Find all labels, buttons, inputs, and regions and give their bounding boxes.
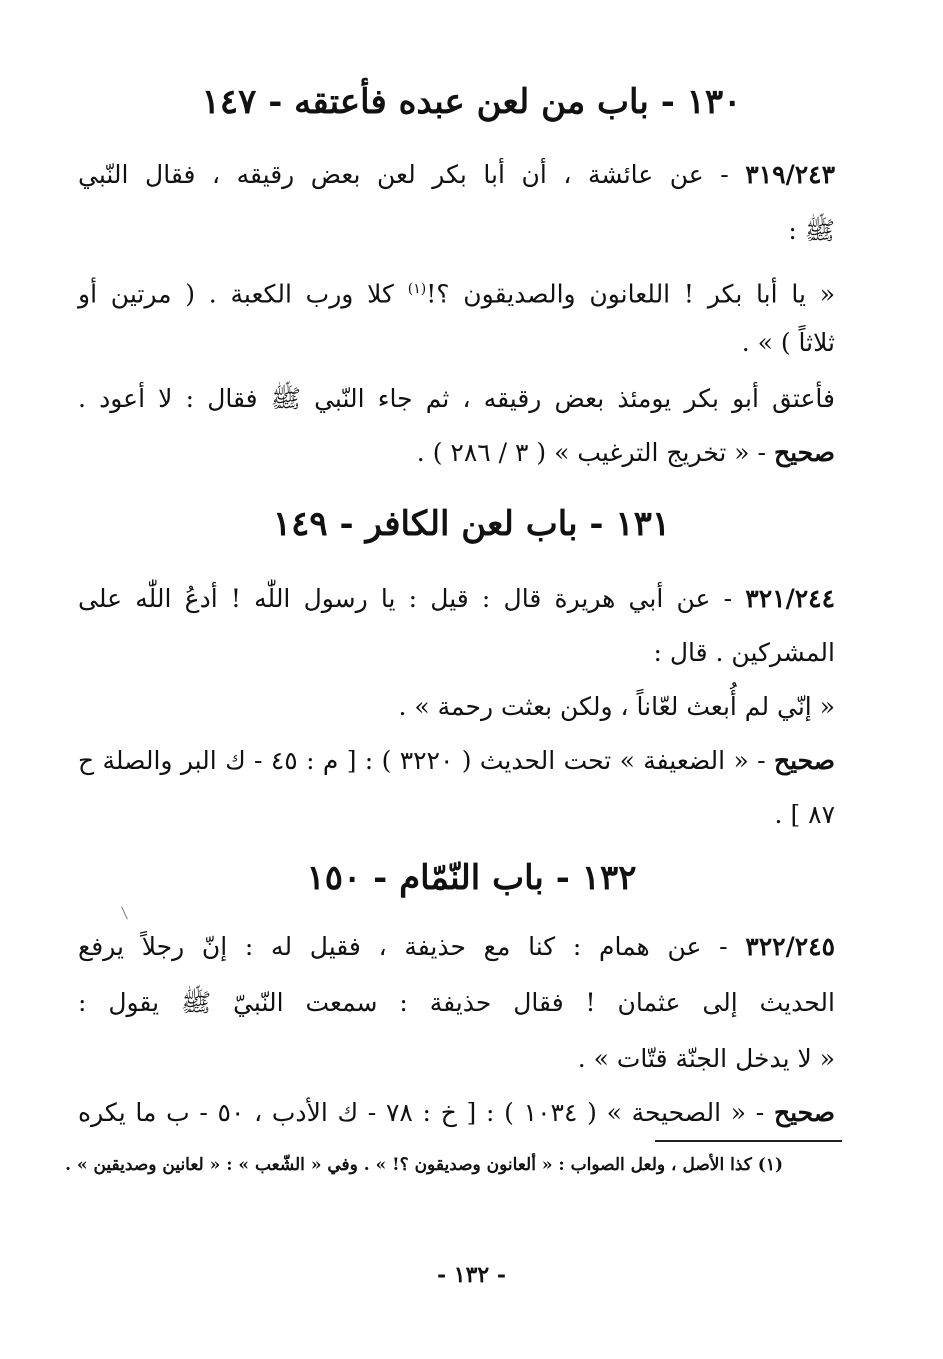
quote-text: « يا أبا بكر ! اللعانون والصديقون ؟! (426, 279, 835, 309)
hadith-number: ٣٢٢/٢٤٥ (745, 932, 835, 961)
hadith-text: - عن همام : كنا مع حذيفة ، فقيل له : إنّ رجلاً يرفع (78, 932, 728, 961)
grade-source: - « الضعيفة » تحت الحديث ( ٣٢٢٠ ) : [ م : ٤٥ - ك البر والصلة ح (78, 746, 766, 775)
hadith-243-grade (78, 436, 835, 470)
grade-source: - « تخريج الترغيب » ( ٣ / ٢٨٦ ) . (416, 438, 766, 467)
hadith-text: - عن عائشة ، أن أبا بكر لعن بعض رقيقه ، فقال النّبي (78, 160, 729, 189)
hadith-244-line-2: المشركين . قال : (653, 638, 835, 667)
chapter-heading-131: ١٣١ - باب لعن الكافر - ١٤٩ (272, 504, 671, 544)
hadith-245-grade (78, 1096, 835, 1130)
grade-source: - « الصحيحة » ( ١٠٣٤ ) : [ خ : ٧٨ - ك الأدب ، ٥٠ - ب ما يكره (78, 1098, 765, 1127)
scan-mark (121, 906, 128, 919)
hadith-243-quote-line-2: ثلاثاً ) » . (741, 328, 835, 357)
footnote-reference[interactable]: (١) (407, 281, 427, 297)
hadith-number: ٣٢١/٢٤٤ (745, 584, 835, 613)
hadith-244-line-1 (78, 582, 835, 616)
page-number: - ١٣٢ - (436, 1262, 507, 1288)
hadith-245-line-2: الحديث إلى عثمان ! فقال حذيفة : سمعت النّبيّ ﷺ يقول : (78, 988, 835, 1017)
hadith-number: ٣١٩/٢٤٣ (745, 160, 835, 189)
grade-label: صحيح (773, 746, 835, 775)
quote-text: كلا ورب الكعبة . ( مرتين أو (78, 279, 394, 309)
hadith-243-quote-line-1 (78, 272, 835, 311)
grade-label: صحيح (773, 438, 835, 467)
hadith-243-line-2: ﷺ : (788, 216, 835, 245)
grade-label: صحيح (773, 1098, 836, 1127)
hadith-243-line-1 (78, 158, 835, 192)
hadith-245-quote: « لا يدخل الجنّة قتّات » . (577, 1044, 835, 1073)
hadith-text: - عن أبي هريرة قال : قيل : يا رسول اللّٰه ! أدعُ اللّٰه على (78, 584, 733, 613)
hadith-244-quote: « إنّي لم أُبعث لعّاناً ، ولكن بعثت رحمة » . (398, 692, 835, 721)
footnote: (١) كذا الأصل ، ولعل الصواب : « ألعانون وصديقون ؟! » . وفي « الشّعب » : « لعانين وصديقين » . (65, 1155, 783, 1175)
hadith-245-line-1 (78, 930, 835, 964)
hadith-244-grade-cont: ٨٧ ] . (774, 800, 835, 829)
hadith-244-grade (78, 744, 835, 778)
chapter-heading-132: ١٣٢ - باب النّمّام - ١٥٠ (306, 858, 637, 898)
footnote-separator (655, 1140, 842, 1142)
hadith-243-narrative: فأعتق أبو بكر يومئذ بعض رقيقه ، ثم جاء النّبي ﷺ فقال : لا أعود . (78, 384, 835, 413)
chapter-heading-130: ١٣٠ - باب من لعن عبده فأعتقه - ١٤٧ (201, 82, 742, 122)
